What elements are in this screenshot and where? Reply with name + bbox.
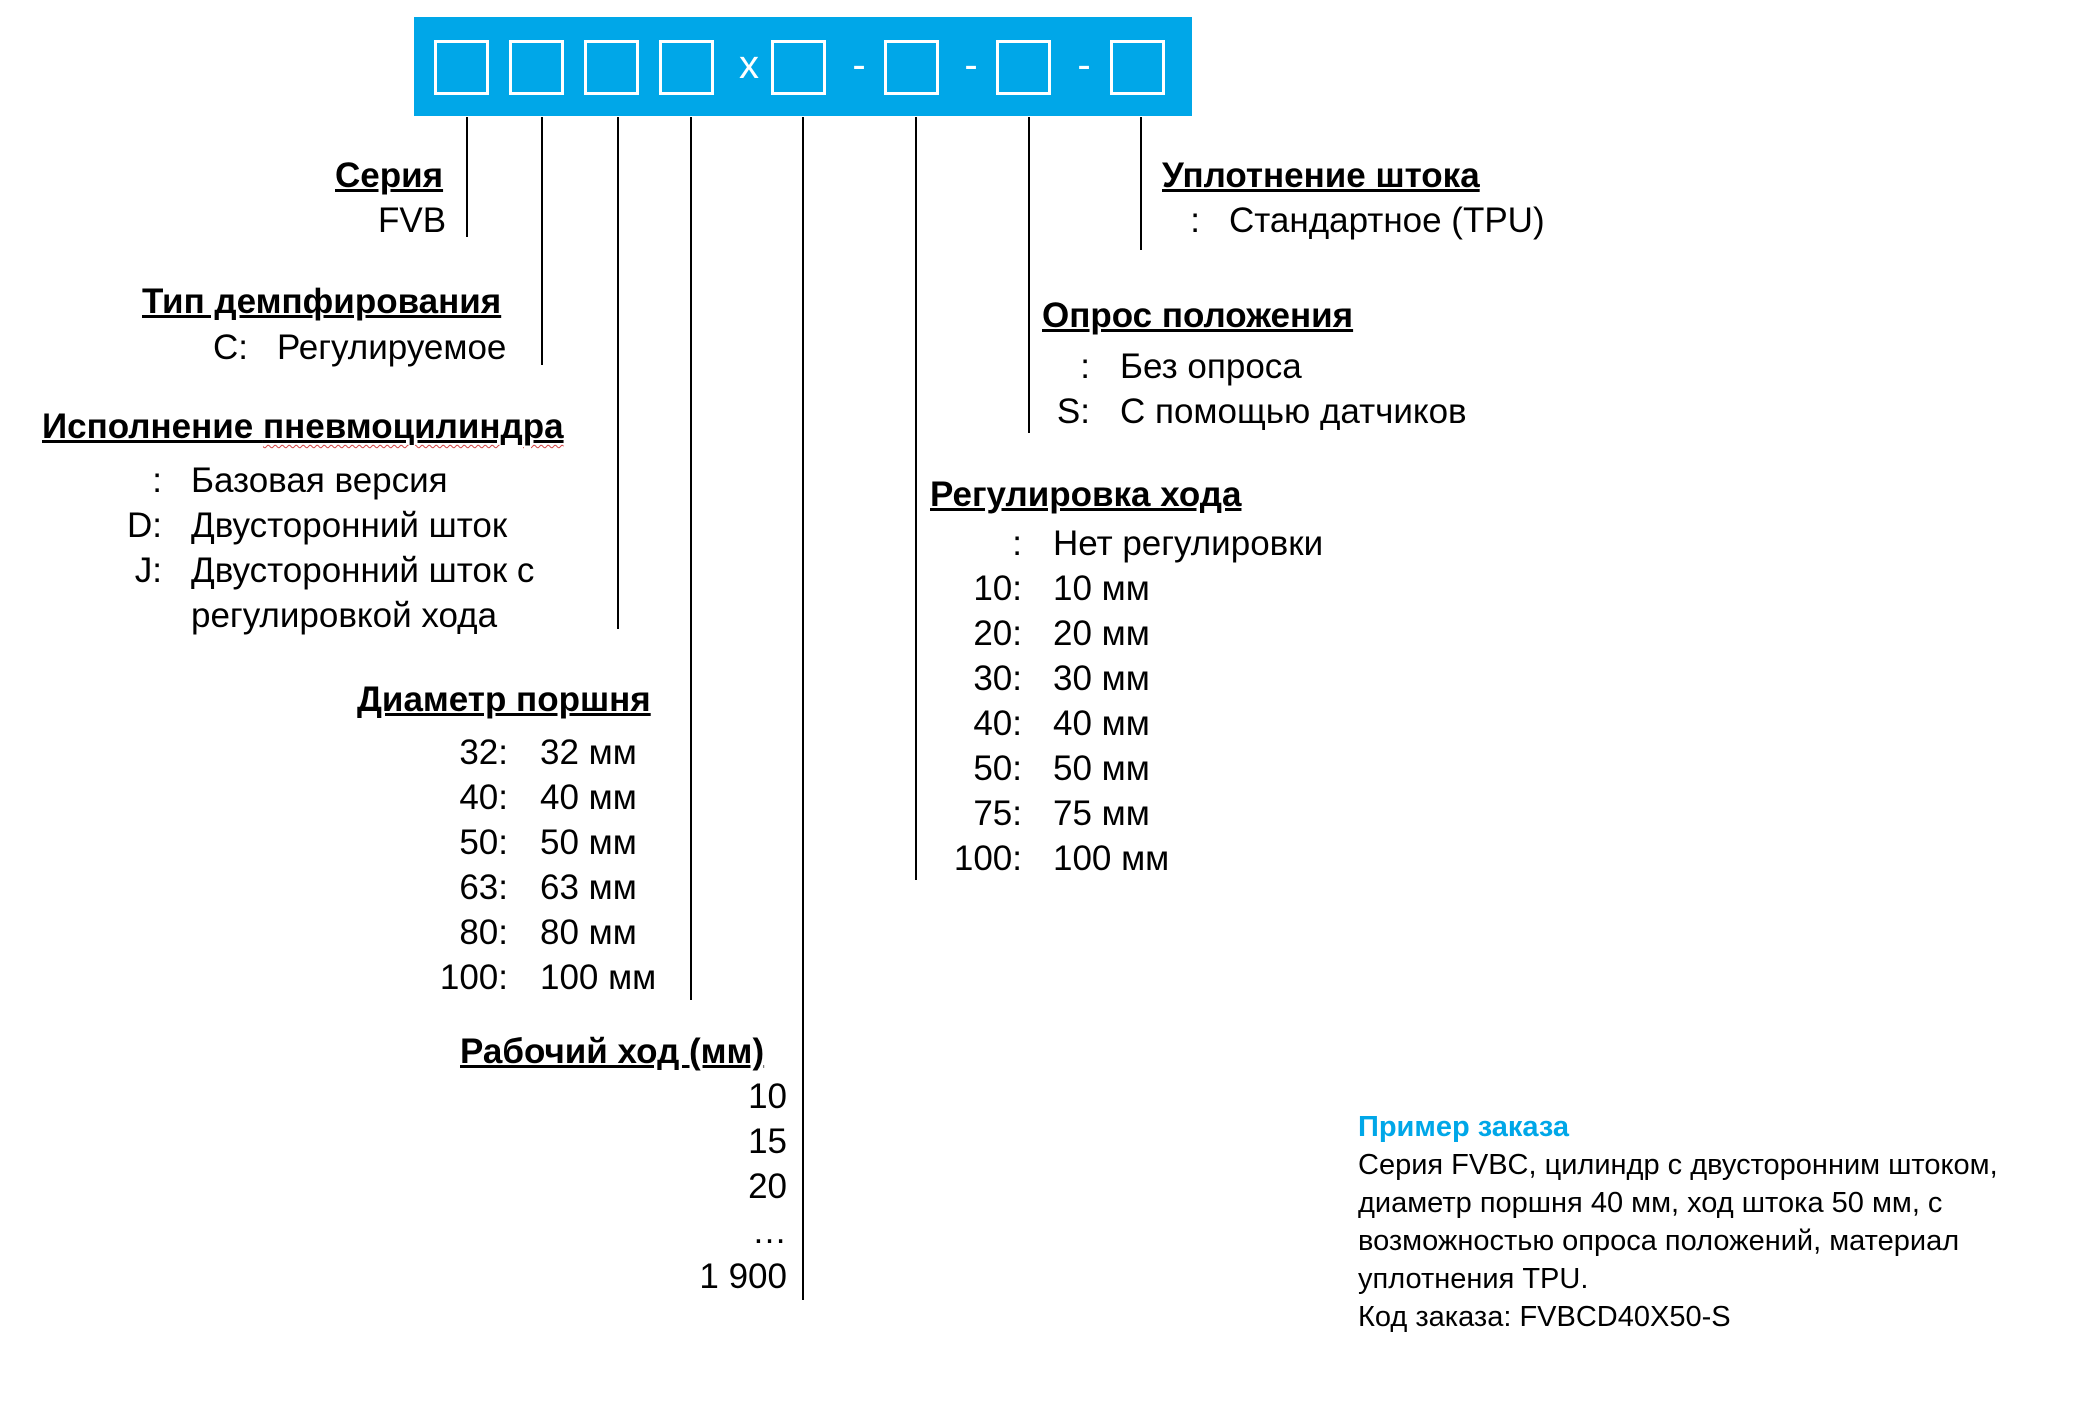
order-example-line-4: уплотнения TPU. xyxy=(1358,1263,1589,1295)
stroke-adjust-code-100: 100: xyxy=(953,839,1022,878)
stroke-adjust-label-30: 30 мм xyxy=(1053,659,1150,698)
rod-seal-title: Уплотнение штока xyxy=(1162,156,1480,195)
code-box-position-sensing xyxy=(996,40,1051,95)
damping-code: C: xyxy=(213,328,248,367)
leader-line-stroke-adjust xyxy=(915,117,917,880)
code-box-series xyxy=(434,40,489,95)
stroke-adjust-label-10: 10 мм xyxy=(1053,569,1150,608)
position-sensing-code-none: : xyxy=(1080,347,1090,386)
version-label-base: Базовая версия xyxy=(191,461,448,500)
rod-seal-code: : xyxy=(1190,201,1200,240)
stroke-adjust-code-40: 40: xyxy=(973,704,1022,743)
stroke-adjust-code-50: 50: xyxy=(973,749,1022,788)
stroke-adjust-title: Регулировка хода xyxy=(930,475,1242,514)
damping-label: Регулируемое xyxy=(277,328,507,367)
order-code-bar xyxy=(414,17,1192,116)
diameter-label-63: 63 мм xyxy=(540,868,637,907)
series-value: FVB xyxy=(378,201,447,240)
diameter-code-100: 100: xyxy=(439,958,508,997)
damping-title: Тип демпфирования xyxy=(142,282,502,321)
diameter-code-80: 80: xyxy=(459,913,508,952)
stroke-value-ellipsis: … xyxy=(752,1212,787,1251)
version-code-d: D: xyxy=(127,506,162,545)
leader-line-diameter xyxy=(690,117,692,1000)
version-title-part2: пневмоцилиндра xyxy=(262,407,564,446)
version-code-j: J: xyxy=(134,551,162,590)
leader-line-stroke xyxy=(802,117,804,1300)
position-sensing-code-s: S: xyxy=(1056,392,1090,431)
code-box-stroke xyxy=(771,40,826,95)
leader-line-damping xyxy=(541,117,543,365)
code-separator-dash-3: - xyxy=(1077,43,1091,87)
diameter-label-40: 40 мм xyxy=(540,778,637,817)
code-box-damping xyxy=(509,40,564,95)
leader-line-series xyxy=(466,117,468,237)
version-code-base: : xyxy=(152,461,162,500)
stroke-value-10: 10 xyxy=(748,1077,787,1116)
code-separator-x: x xyxy=(739,43,759,87)
diameter-label-50: 50 мм xyxy=(540,823,637,862)
position-sensing-label-none: Без опроса xyxy=(1120,347,1302,386)
diameter-label-80: 80 мм xyxy=(540,913,637,952)
version-title-part1: Исполнение xyxy=(42,407,263,446)
diameter-code-40: 40: xyxy=(459,778,508,817)
stroke-adjust-code-20: 20: xyxy=(973,614,1022,653)
stroke-adjust-label-40: 40 мм xyxy=(1053,704,1150,743)
stroke-adjust-label-100: 100 мм xyxy=(1053,839,1170,878)
leader-line-version xyxy=(617,117,619,629)
code-box-diameter xyxy=(659,40,714,95)
rod-seal-label: Стандартное (TPU) xyxy=(1229,201,1545,240)
code-separator-dash-1: - xyxy=(852,43,866,87)
stroke-adjust-code-75: 75: xyxy=(973,794,1022,833)
order-example-line-3: возможностью опроса положений, материал xyxy=(1358,1225,1960,1257)
code-box-version xyxy=(584,40,639,95)
stroke-adjust-label-75: 75 мм xyxy=(1053,794,1150,833)
stroke-adjust-label-50: 50 мм xyxy=(1053,749,1150,788)
version-label-j: Двусторонний шток с xyxy=(191,551,535,590)
stroke-adjust-label-none: Нет регулировки xyxy=(1053,524,1324,563)
order-example-title: Пример заказа xyxy=(1358,1111,1570,1143)
stroke-adjust-code-none: : xyxy=(1012,524,1022,563)
diameter-code-50: 50: xyxy=(459,823,508,862)
order-example-code: Код заказа: FVBCD40X50-S xyxy=(1358,1301,1731,1333)
diameter-code-63: 63: xyxy=(459,868,508,907)
version-label-j-continuation: регулировкой хода xyxy=(191,596,498,635)
order-example-line-1: Серия FVBC, цилиндр с двусторонним штоком, xyxy=(1358,1149,1998,1181)
version-label-d: Двусторонний шток xyxy=(191,506,508,545)
stroke-adjust-code-10: 10: xyxy=(973,569,1022,608)
stroke-adjust-code-30: 30: xyxy=(973,659,1022,698)
code-box-stroke-adjust xyxy=(884,40,939,95)
series-title: Серия xyxy=(335,156,444,195)
diameter-code-32: 32: xyxy=(459,733,508,772)
code-separator-dash-2: - xyxy=(964,43,978,87)
diameter-label-32: 32 мм xyxy=(540,733,637,772)
leader-line-position-sensing xyxy=(1028,117,1030,433)
code-box-rod-seal xyxy=(1110,40,1165,95)
position-sensing-label-s: С помощью датчиков xyxy=(1120,392,1467,431)
stroke-value-1900: 1 900 xyxy=(699,1257,787,1296)
order-example-line-2: диаметр поршня 40 мм, ход штока 50 мм, с xyxy=(1358,1187,1943,1219)
stroke-value-15: 15 xyxy=(748,1122,787,1161)
stroke-title: Рабочий ход (мм) xyxy=(460,1032,765,1071)
version-title xyxy=(42,406,564,448)
leader-line-rod-seal xyxy=(1140,117,1142,250)
diameter-title: Диаметр поршня xyxy=(357,680,651,719)
stroke-value-20: 20 xyxy=(748,1167,787,1206)
position-sensing-title: Опрос положения xyxy=(1042,296,1354,335)
diameter-label-100: 100 мм xyxy=(540,958,657,997)
stroke-adjust-label-20: 20 мм xyxy=(1053,614,1150,653)
